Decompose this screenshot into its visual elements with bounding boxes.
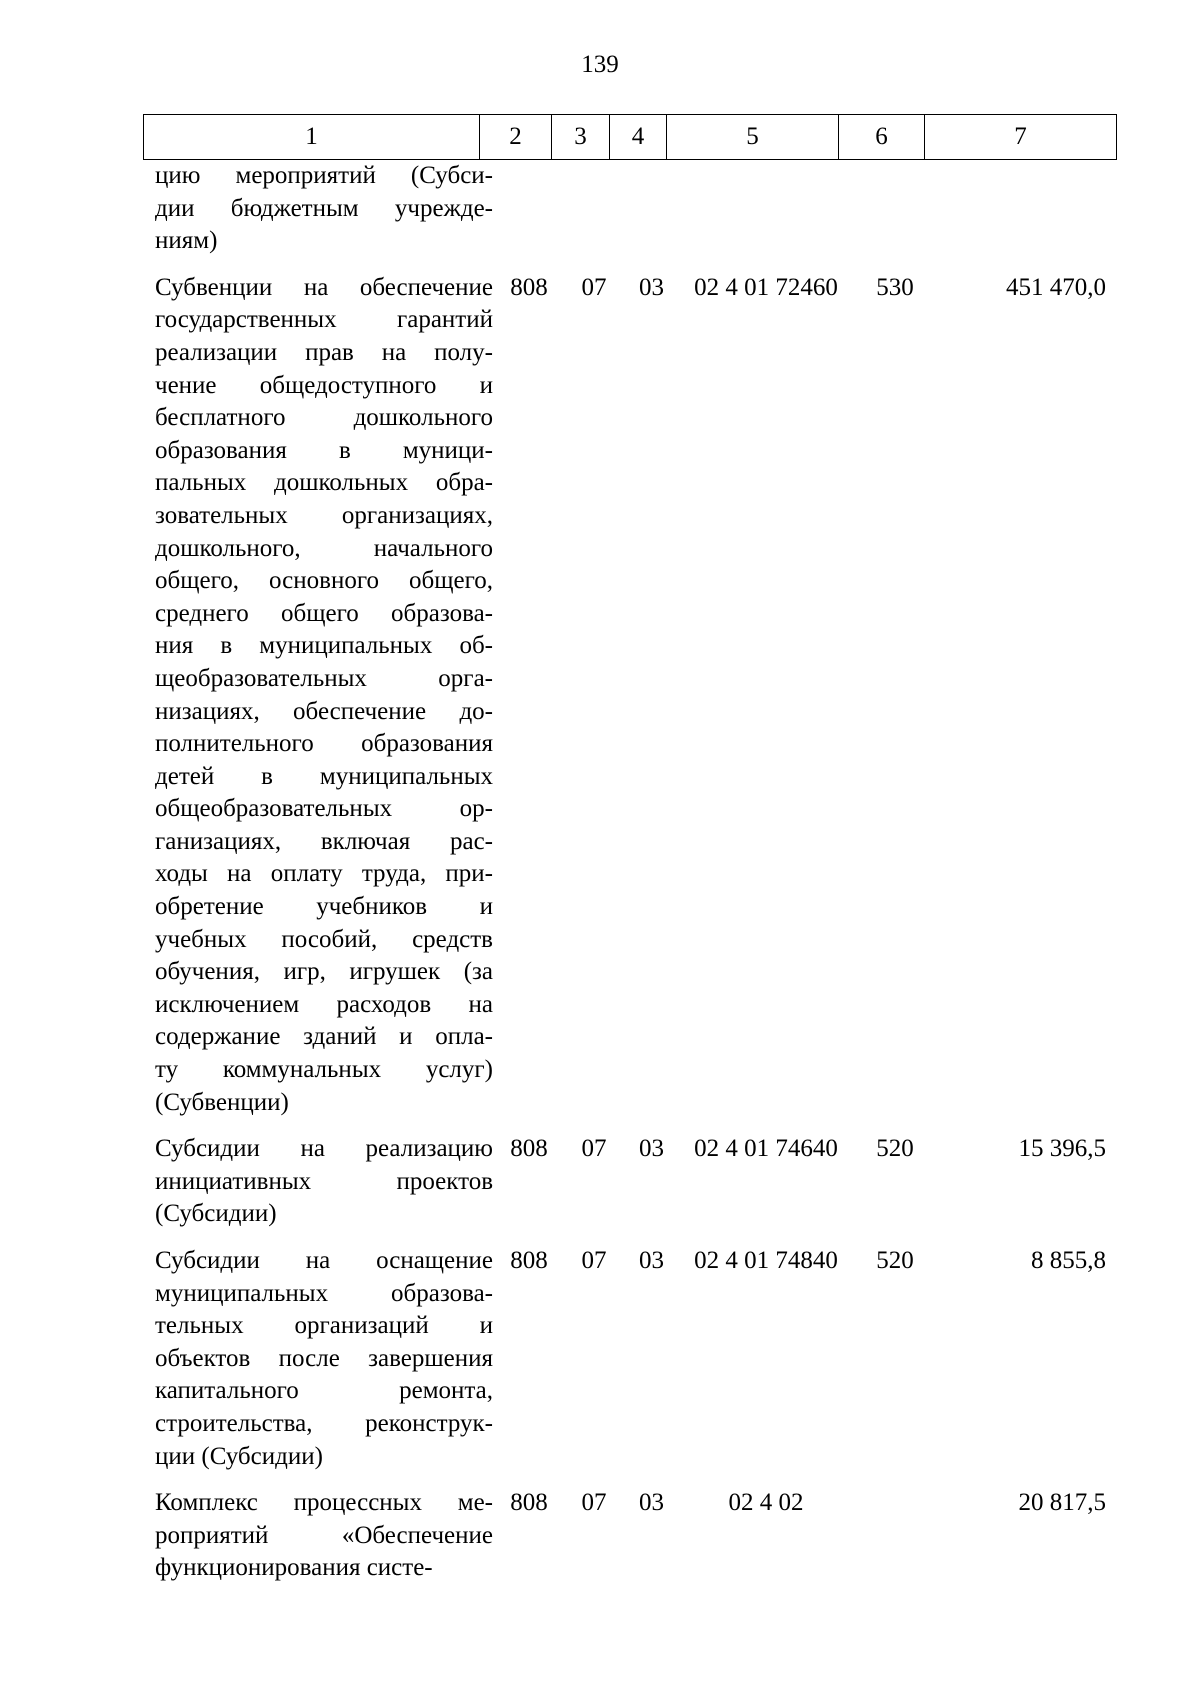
header-row (144, 115, 1117, 160)
description-line: Субвенции на обеспечение (155, 273, 493, 301)
row-description (143, 272, 493, 1119)
description-line: цию мероприятий (Субси- (155, 162, 493, 189)
description-line: ганизациях, включая рас- (155, 827, 493, 855)
description-line: низациях, обеспечение до- (155, 697, 493, 725)
description-line: содержание зданий и опла- (155, 1023, 493, 1051)
row-amount: 451 470,0 (1006, 273, 1106, 301)
description-line: дошкольного, начального (155, 534, 493, 562)
row-target-article: 02 4 02 (728, 1489, 804, 1517)
header-col-3: 3 (552, 115, 610, 160)
row-section-code: 07 (581, 1489, 607, 1517)
header-col-2: 2 (480, 115, 552, 160)
description-line: общеобразовательных ор- (155, 795, 493, 823)
row-amount: 20 817,5 (1018, 1489, 1106, 1517)
row-expense-type: 530 (876, 273, 914, 301)
description-line: общего, основного общего, (155, 567, 493, 595)
description-line: бесплатного дошкольного (155, 404, 493, 432)
header-col-5: 5 (667, 115, 839, 160)
description-line: образования в муници- (155, 436, 493, 464)
description-line: обучения, игр, игрушек (за (155, 958, 493, 986)
description-line: ния в муниципальных об- (155, 632, 493, 660)
row-expense-type (852, 1487, 938, 1585)
description-line: среднего общего образова- (155, 599, 493, 627)
description-line: (Субвенции) (155, 1088, 289, 1116)
table-row (143, 1133, 1116, 1231)
row-subsection-code (623, 160, 680, 258)
table-row (143, 160, 1116, 258)
row-expense-type (852, 160, 938, 258)
row-description (143, 160, 493, 258)
row-target-article: 02 4 01 74640 (694, 1135, 838, 1163)
description-line: роприятий «Обеспечение (155, 1521, 493, 1549)
row-section-code: 07 (581, 1247, 607, 1274)
description-line: исключением расходов на (155, 990, 493, 1018)
description-line: учебных пособий, средств (155, 925, 493, 953)
description-line: обретение учебников и (155, 893, 493, 921)
row-target-article: 02 4 01 74840 (694, 1247, 838, 1274)
description-line: строительства, реконструк- (155, 1409, 493, 1437)
row-expense-type: 520 (876, 1135, 914, 1163)
description-line: функционирования систе- (155, 1554, 433, 1582)
table-row (143, 272, 1116, 1119)
description-line: чение общедоступного и (155, 371, 493, 399)
description-line: ниям) (155, 227, 218, 255)
description-line: государственных гарантий (155, 306, 493, 334)
description-line: ции (Субсидии) (155, 1442, 323, 1470)
description-line: муниципальных образова- (155, 1279, 493, 1307)
description-line: объектов после завершения (155, 1344, 493, 1372)
row-amount: 8 855,8 (1031, 1247, 1106, 1274)
header-col-7: 7 (925, 115, 1117, 160)
row-ministry-code: 808 (510, 1247, 548, 1274)
description-line: ходы на оплату труда, при- (155, 860, 493, 888)
row-amount: 15 396,5 (1018, 1135, 1106, 1163)
row-subsection-code: 03 (639, 273, 664, 301)
row-ministry-code: 808 (510, 1135, 548, 1163)
description-line: инициативных проектов (155, 1167, 493, 1195)
description-line: зовательных организациях, (155, 501, 493, 529)
row-section-code: 07 (581, 273, 607, 301)
description-line: щеобразовательных орга- (155, 664, 493, 692)
header-col-6: 6 (839, 115, 925, 160)
row-ministry-code (493, 160, 565, 258)
header-col-1: 1 (144, 115, 480, 160)
description-line: ту коммунальных услуг) (155, 1056, 493, 1084)
table-row (143, 1245, 1116, 1473)
description-line: Комплекс процессных ме- (155, 1489, 493, 1517)
table-body (143, 160, 1116, 1599)
description-line: Субсидии на реализацию (155, 1135, 493, 1163)
description-line: пальных дошкольных обра- (155, 469, 493, 497)
row-expense-type: 520 (876, 1247, 914, 1274)
table-row (143, 1487, 1116, 1585)
header-col-4: 4 (610, 115, 667, 160)
row-description (143, 1133, 493, 1231)
page-number: 139 (581, 51, 619, 78)
description-line: капитального ремонта, (155, 1377, 493, 1405)
row-section-code (565, 160, 623, 258)
row-target-article: 02 4 01 72460 (694, 273, 838, 301)
row-subsection-code: 03 (639, 1489, 664, 1517)
description-line: Субсидии на оснащение (155, 1247, 493, 1274)
row-description (143, 1245, 493, 1473)
description-line: полнительного образования (155, 730, 493, 758)
description-line: реализации прав на полу- (155, 338, 493, 366)
row-description (143, 1487, 493, 1585)
row-subsection-code: 03 (639, 1135, 664, 1163)
row-section-code: 07 (581, 1135, 607, 1163)
description-line: (Субсидии) (155, 1200, 277, 1228)
description-line: детей в муниципальных (155, 762, 493, 790)
row-subsection-code: 03 (639, 1247, 664, 1274)
table-header (143, 114, 1117, 160)
description-line: тельных организаций и (155, 1312, 493, 1340)
row-ministry-code: 808 (510, 273, 548, 301)
description-line: дии бюджетным учрежде- (155, 194, 493, 222)
row-amount (938, 160, 1116, 258)
row-ministry-code: 808 (510, 1489, 548, 1517)
row-target-article (680, 160, 852, 258)
